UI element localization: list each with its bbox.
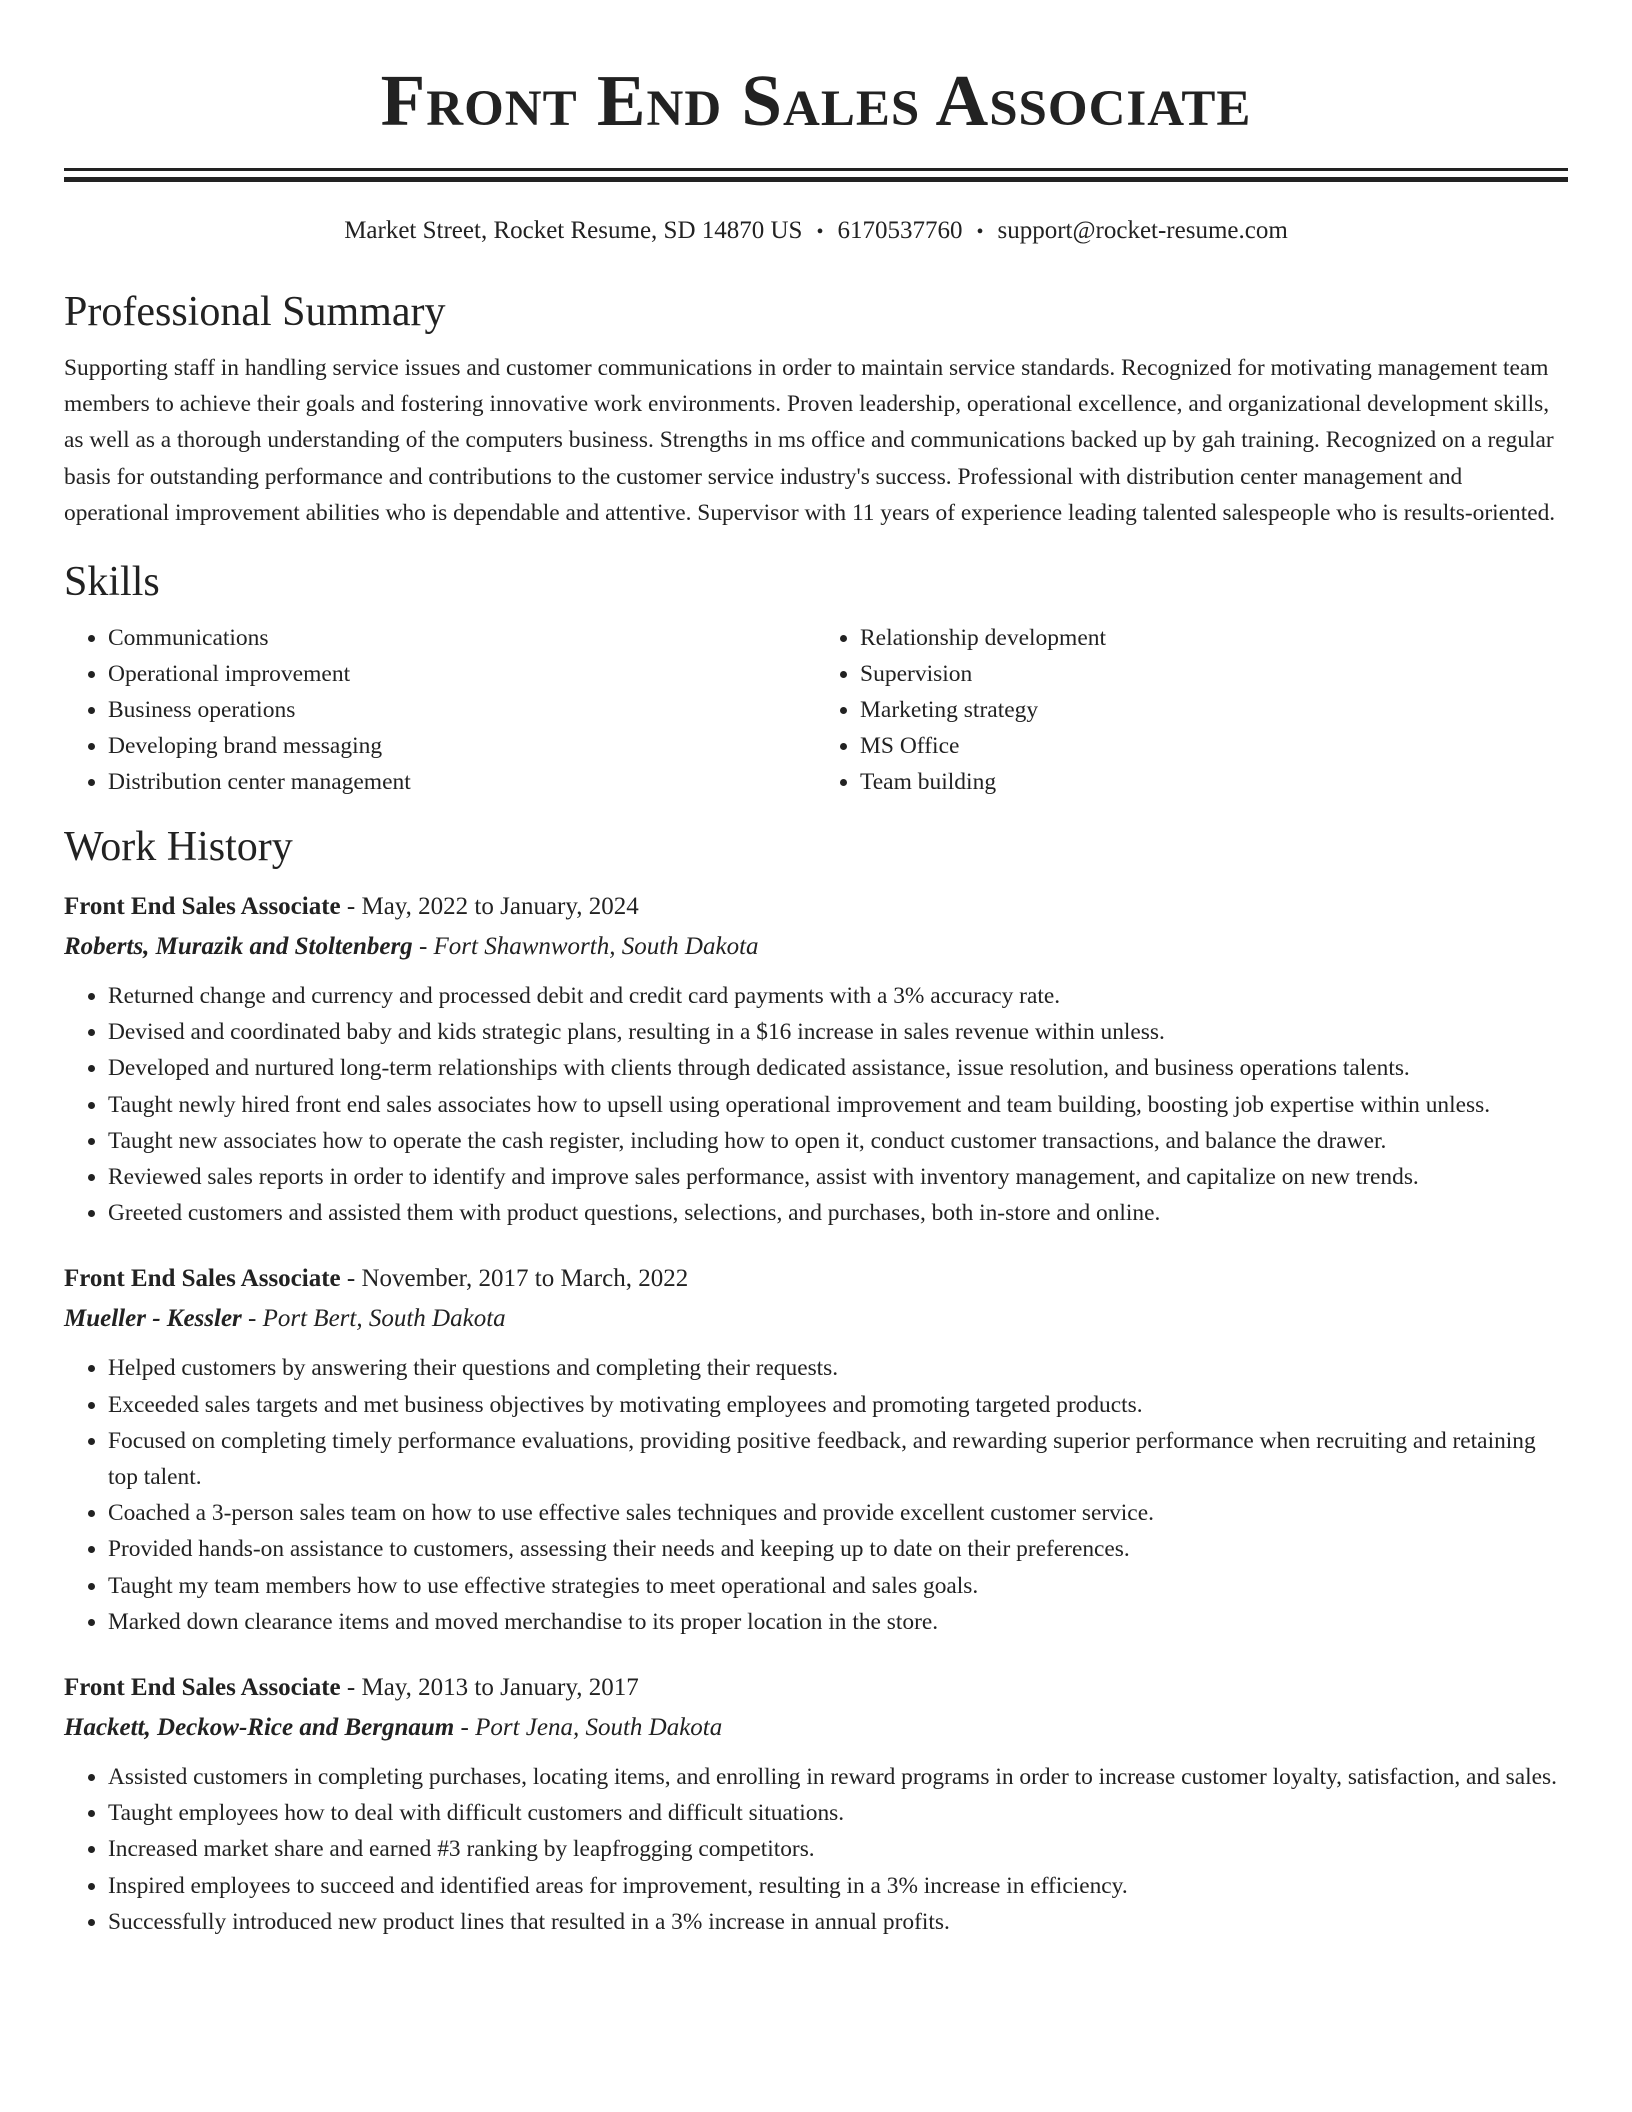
job-role: Front End Sales Associate [64,1265,341,1293]
job-dates: - May, 2022 to January, 2024 [346,893,639,921]
job-role: Front End Sales Associate [64,1674,341,1702]
job-bullet: • Greeted customers and assisted them with product questions, selections, and purchases, both in-store and online. [108,1195,1568,1231]
job-company: Roberts, Murazik and Stoltenberg [64,933,413,961]
skills-list [64,620,1568,800]
skills-heading: Skills [64,559,160,606]
job-employer [64,1708,1568,1748]
job-role: Front End Sales Associate [64,893,341,921]
job-location: - Port Bert, South Dakota [248,1305,506,1333]
contact-phone: 6170537760 [837,217,963,244]
job-company: Mueller - Kessler [64,1305,242,1333]
job-location: - Port Jena, South Dakota [460,1714,723,1742]
job-employer [64,1299,1568,1339]
job-bullet: • Coached a 3-person sales team on how to use effective sales techniques and provide excellent customer service. [108,1495,1568,1531]
job-bullet: • Helped customers by answering their questions and completing their requests. [108,1350,1568,1386]
job-bullets [64,1759,1568,1940]
job-employer [64,927,1568,967]
job-header [64,1668,1568,1708]
resume-title: Front End Sales Associate [380,60,1252,141]
job-bullet: • Marked down clearance items and moved merchandise to its proper location in the store. [108,1604,1568,1640]
contact-separator: • [976,221,984,243]
job-bullet: • Taught newly hired front end sales associates how to upsell using operational improvement and team building, boosting job expertise within unless. [108,1087,1568,1123]
work-history-heading: Work History [64,824,293,871]
job-bullet: • Assisted customers in completing purchases, locating items, and enrolling in reward programs in order to increase customer loyalty, satisfaction, and sales. [108,1759,1568,1795]
job-company: Hackett, Deckow-Rice and Bergnaum [64,1714,455,1742]
skill-item: • MS Office [860,728,1568,764]
job-header [64,887,1568,927]
contact-address: Market Street, Rocket Resume, SD 14870 US [344,217,803,244]
job-entry [64,1668,1568,1940]
job-bullet: • Provided hands-on assistance to customers, assessing their needs and keeping up to date on their preferences. [108,1531,1568,1567]
skills-column-right [816,620,1568,800]
job-bullet: • Taught new associates how to operate the cash register, including how to open it, conduct customer transactions, and balance the drawer. [108,1123,1568,1159]
contact-line [64,215,1568,248]
skill-item: • Supervision [860,656,1568,692]
job-bullet: • Inspired employees to succeed and identified areas for improvement, resulting in a 3% increase in efficiency. [108,1868,1568,1904]
job-bullet: • Returned change and currency and processed debit and credit card payments with a 3% accuracy rate. [108,978,1568,1014]
skill-item: • Team building [860,764,1568,800]
job-dates: - November, 2017 to March, 2022 [346,1265,689,1293]
job-dates: - May, 2013 to January, 2017 [346,1674,639,1702]
job-bullet: • Devised and coordinated baby and kids strategic plans, resulting in a $16 increase in sales revenue within unless. [108,1014,1568,1050]
job-bullet: • Successfully introduced new product lines that resulted in a 3% increase in annual profits. [108,1904,1568,1940]
contact-separator: • [816,221,824,243]
skill-item: • Distribution center management [108,764,816,800]
job-bullet: • Taught my team members how to use effective strategies to meet operational and sales goals. [108,1568,1568,1604]
skill-item: • Business operations [108,692,816,728]
job-header [64,1259,1568,1299]
skill-item: • Communications [108,620,816,656]
job-entry [64,887,1568,1231]
job-bullet: • Increased market share and earned #3 ranking by leapfrogging competitors. [108,1831,1568,1867]
job-location: - Fort Shawnworth, South Dakota [418,933,759,961]
skill-item: • Relationship development [860,620,1568,656]
skills-column-left [64,620,816,800]
job-bullet: • Reviewed sales reports in order to identify and improve sales performance, assist with inventory management, and capitalize on new trends. [108,1159,1568,1195]
skill-item: • Operational improvement [108,656,816,692]
contact-email: support@rocket-resume.com [997,217,1288,244]
job-bullets [64,1350,1568,1640]
job-bullet: • Exceeded sales targets and met business objectives by motivating employees and promoting targeted products. [108,1387,1568,1423]
job-bullet: • Focused on completing timely performance evaluations, providing positive feedback, and rewarding superior performance when recruiting and retaining top talent. [108,1423,1568,1495]
summary-text: Supporting staff in handling service issues and customer communications in order to maintain service standards. Recognized for motivating management team members to achieve their goals and fostering innovative work environments. Proven leadership, operational excellence, and organizational development skills, as well as a thorough understanding of the computers business. Strengths in ms office and communications backed up by gah training. Recognized on a regular basis for outstanding performance and contributions to the customer service industry's success. Professional with distribution center management and operational improvement abilities who is dependable and attentive. Supervisor with 11 years of experience leading talented salespeople who is results-oriented. [64,355,1556,526]
job-bullet: • Taught employees how to deal with difficult customers and difficult situations. [108,1795,1568,1831]
job-bullet: • Developed and nurtured long-term relationships with clients through dedicated assistance, issue resolution, and business operations talents. [108,1050,1568,1086]
skill-item: • Developing brand messaging [108,728,816,764]
job-bullets [64,978,1568,1231]
summary-heading: Professional Summary [64,289,446,335]
skill-item: • Marketing strategy [860,692,1568,728]
header-rule-bottom [64,177,1568,182]
header-rule-top [64,168,1568,171]
job-entry [64,1259,1568,1640]
